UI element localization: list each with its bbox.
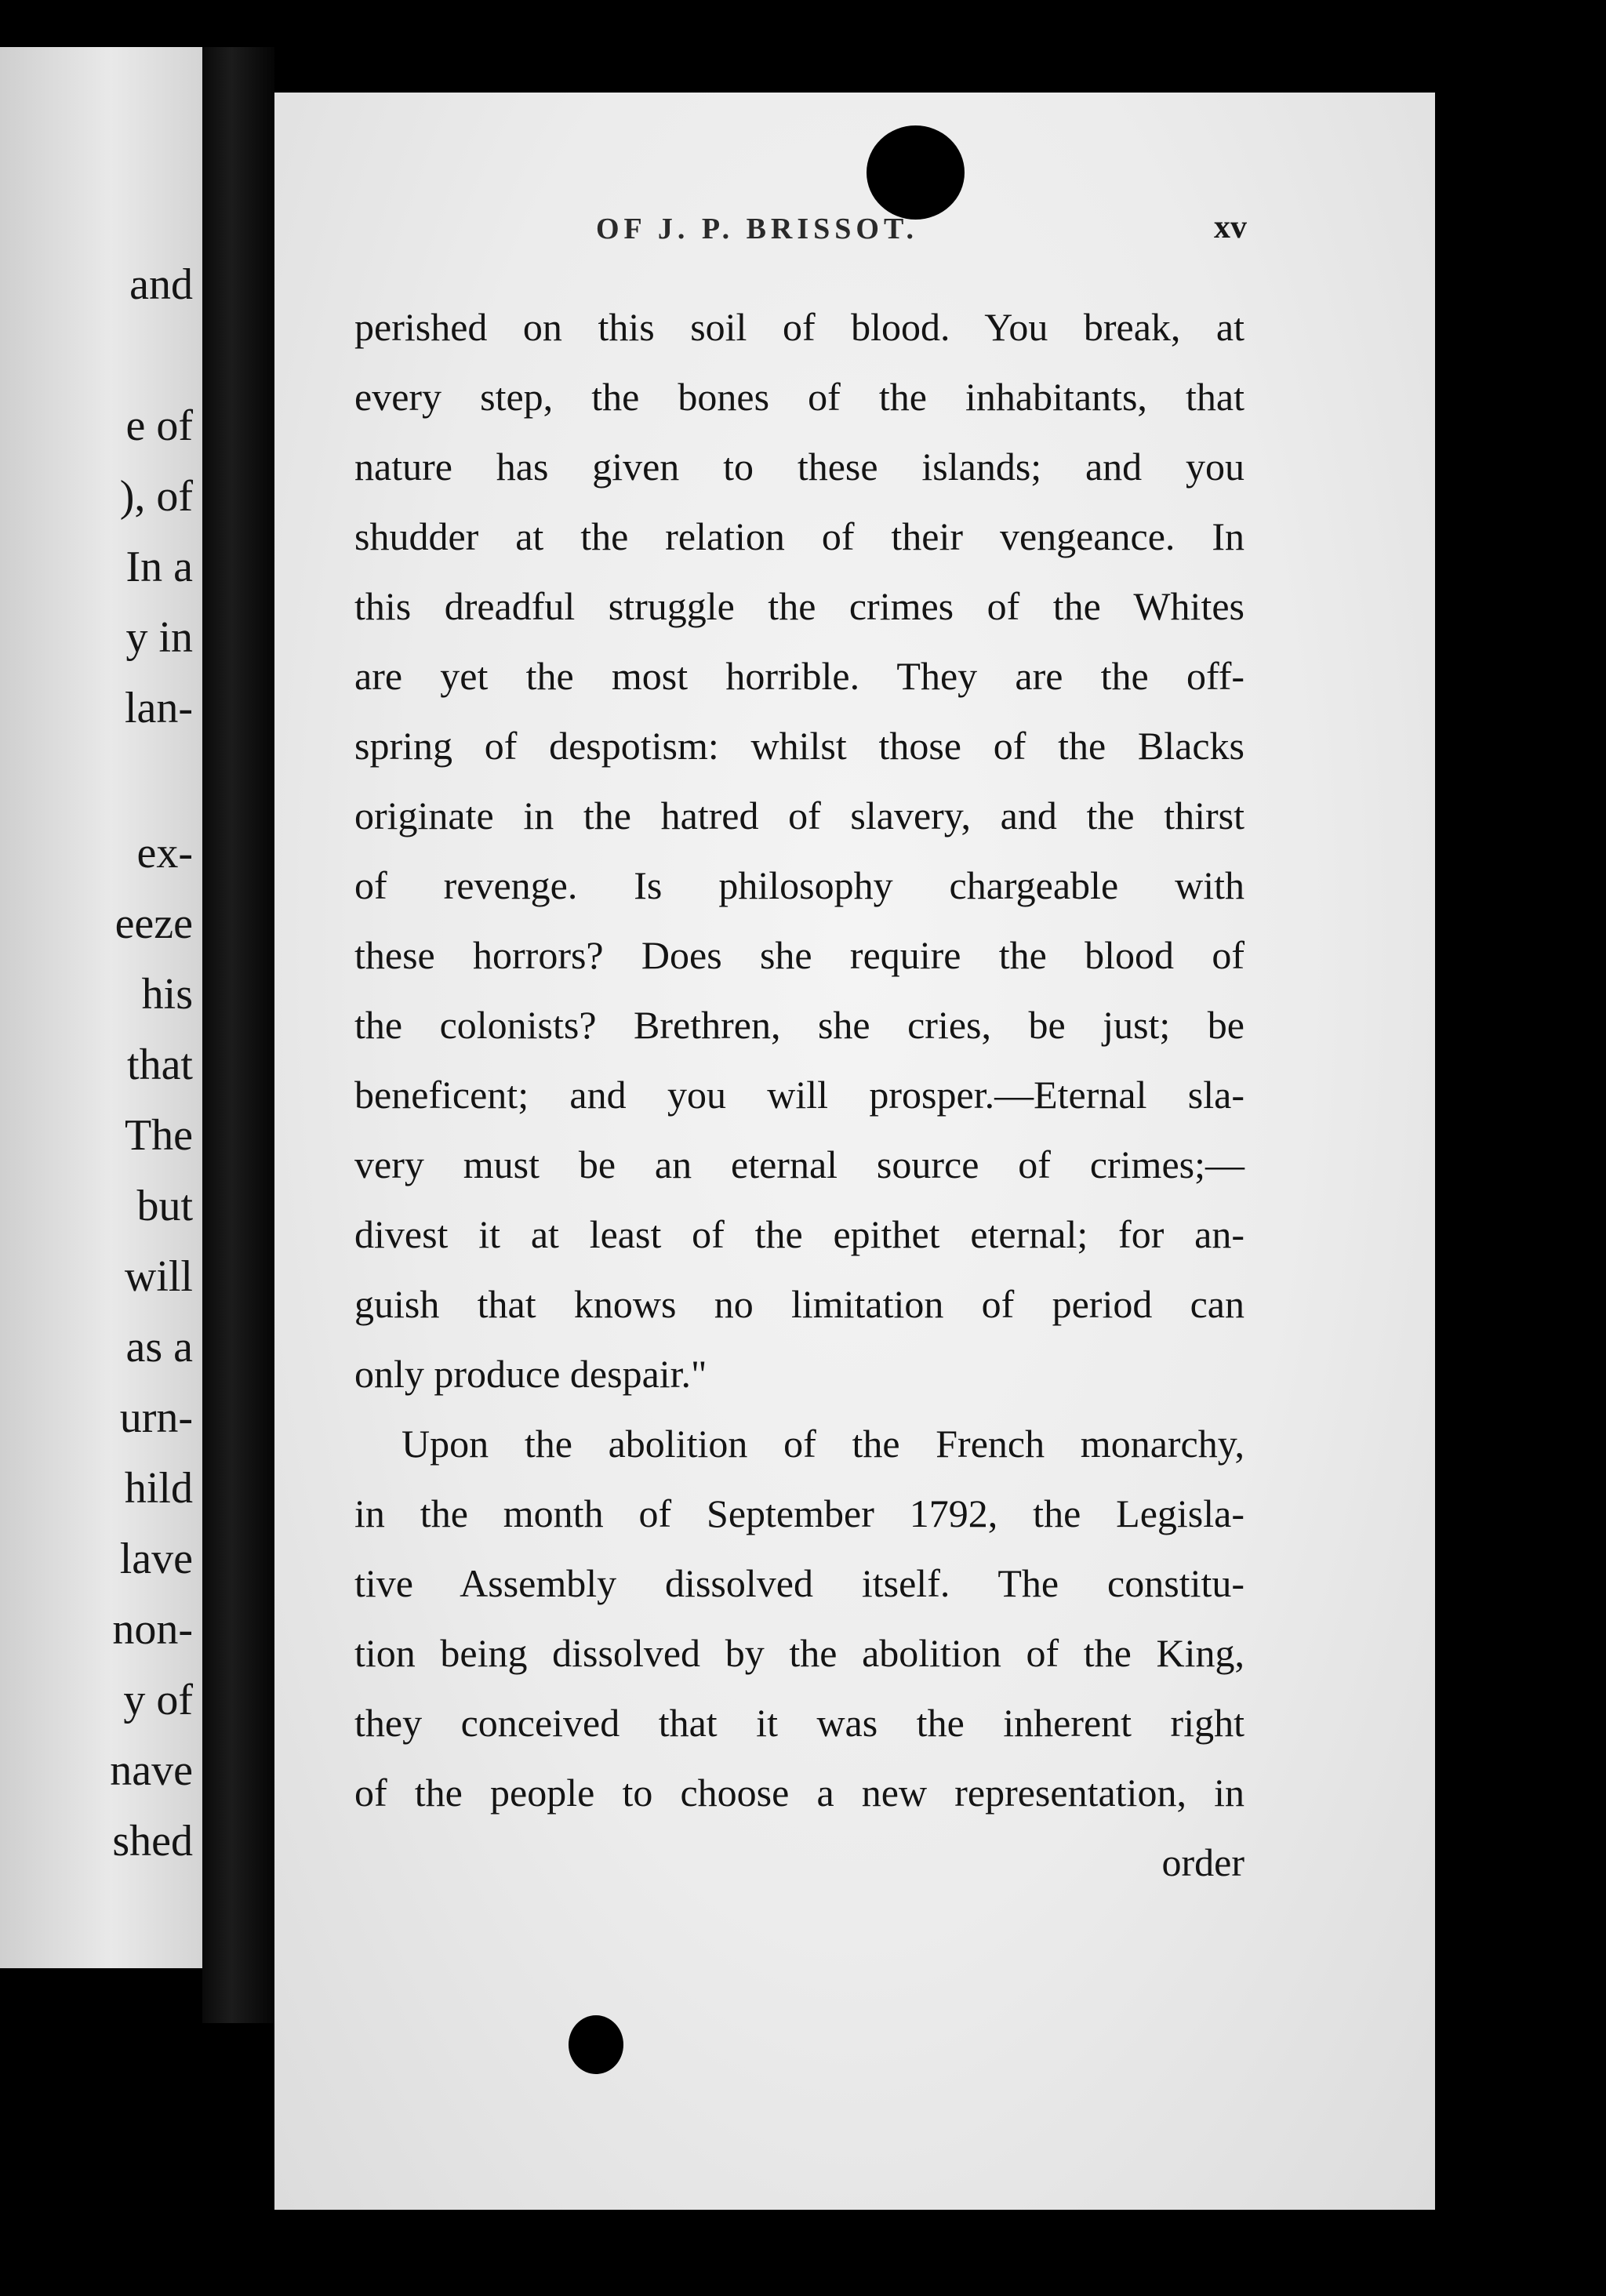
text-line: the colonists? Brethren, she cries, be just; be xyxy=(354,1003,1244,1047)
text-line: very must be an eternal source of crimes;— xyxy=(354,1143,1244,1186)
left-page-line: shed xyxy=(112,1817,193,1866)
left-page-line: The xyxy=(124,1111,193,1160)
left-page-line: In a xyxy=(125,543,193,591)
page-body-text xyxy=(354,292,1244,1898)
left-page-line: urn- xyxy=(119,1393,193,1442)
left-page-line: and xyxy=(129,260,193,309)
left-page-line: as a xyxy=(125,1323,193,1371)
text-line: they conceived that it was the inherent right xyxy=(354,1701,1244,1745)
text-line: tion being dissolved by the abolition of the King, xyxy=(354,1631,1244,1675)
text-line: in the month of September 1792, the Legisla- xyxy=(354,1491,1244,1535)
left-page-line: y of xyxy=(123,1676,193,1724)
left-page-line: that xyxy=(127,1041,193,1089)
text-line: guish that knows no limitation of period can xyxy=(354,1282,1244,1326)
ink-blot xyxy=(867,125,965,220)
left-page-line: eeze xyxy=(114,899,193,948)
left-page-fragment xyxy=(0,47,202,1968)
left-page-line: lave xyxy=(119,1535,193,1583)
text-line: only produce despair." xyxy=(354,1352,707,1396)
catchword: order xyxy=(1161,1840,1244,1884)
left-page-line: ), of xyxy=(119,472,193,521)
left-page-line: y in xyxy=(125,613,193,662)
text-line: nature has given to these islands; and you xyxy=(354,445,1244,489)
left-page-line: hild xyxy=(124,1464,193,1513)
page-number: xv xyxy=(1214,209,1247,245)
left-page-line: will xyxy=(124,1252,193,1301)
text-line: shudder at the relation of their vengeance. In xyxy=(354,514,1244,558)
running-head-title: OF J. P. BRISSOT. xyxy=(596,213,919,245)
left-page-line: non- xyxy=(112,1605,193,1654)
text-line: these horrors? Does she require the blood of xyxy=(354,933,1244,977)
text-line: Upon the abolition of the French monarchy, xyxy=(402,1422,1244,1466)
running-head xyxy=(329,209,1247,259)
text-line: are yet the most horrible. They are the off- xyxy=(354,654,1244,698)
text-line: perished on this soil of blood. You break, at xyxy=(354,305,1244,349)
text-line: spring of despotism: whilst those of the Blacks xyxy=(354,724,1244,768)
text-line: of the people to choose a new representation, in xyxy=(354,1771,1244,1815)
left-page-line: nave xyxy=(110,1746,193,1795)
left-page-line: but xyxy=(136,1182,193,1230)
left-page-line: e of xyxy=(125,401,193,450)
text-line: every step, the bones of the inhabitants, that xyxy=(354,375,1244,419)
left-page-line: ex- xyxy=(136,829,193,877)
text-line: tive Assembly dissolved itself. The constitu- xyxy=(354,1561,1244,1605)
text-line: of revenge. Is philosophy chargeable with xyxy=(354,863,1244,907)
text-line: this dreadful struggle the crimes of the Whites xyxy=(354,584,1244,628)
text-line: beneficent; and you will prosper.—Eternal sla- xyxy=(354,1073,1244,1117)
text-line: divest it at least of the epithet eternal; for an- xyxy=(354,1212,1244,1256)
left-page-line: his xyxy=(141,970,193,1019)
ink-blot xyxy=(569,2015,623,2074)
text-line: originate in the hatred of slavery, and the thirst xyxy=(354,794,1244,837)
book-gutter xyxy=(202,47,274,2023)
left-page-line: lan- xyxy=(124,684,193,732)
